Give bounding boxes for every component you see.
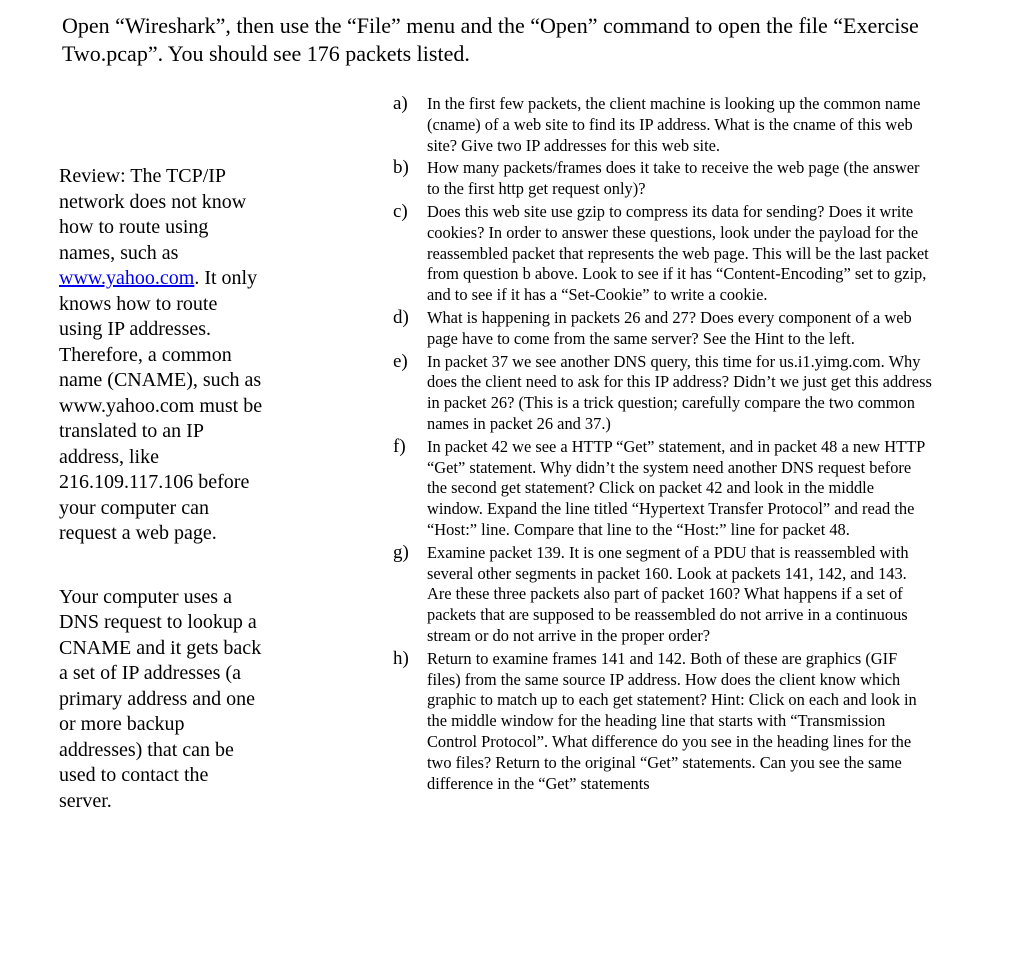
question-letter: d) — [393, 306, 409, 328]
question-text: In the first few packets, the client machine is looking up the common name (cname) of a web site to find its IP address. What is the cname of this web site? Give two IP addresses for this web site. — [427, 94, 921, 155]
question-item — [393, 158, 933, 200]
question-text: How many packets/frames does it take to receive the web page (the answer to the first http get request only)? — [427, 158, 920, 199]
question-item — [393, 649, 933, 795]
question-text: In packet 42 we see a HTTP “Get” statement, and in packet 48 a new HTTP “Get” statement. Why didn’t the system need another DNS request before the second get statement? Click on packet 42 and look in the middle window. Expand the line titled “Hypertext Transfer Protocol” and read the “Host:” line. Compare that line to the “Host:” line for packet 48. — [427, 436, 925, 539]
intro-paragraph: Open “Wireshark”, then use the “File” menu and the “Open” command to open the file “Exercise Two.pcap”. You should see 176 packets listed. — [62, 13, 919, 66]
yahoo-link[interactable]: www.yahoo.com — [59, 267, 195, 289]
question-item — [393, 437, 933, 541]
question-item — [393, 308, 933, 350]
dns-paragraph: Your computer uses a DNS request to lookup a CNAME and it gets back a set of IP addresses (a primary address and one or more backup addresses) that can be used to contact the server. — [59, 585, 262, 812]
question-letter: e) — [393, 350, 408, 372]
question-item — [393, 94, 933, 156]
question-letter: b) — [393, 157, 409, 179]
question-text: Does this web site use gzip to compress its data for sending? Does it write cookies? In order to answer these questions, look under the payload for the reassembled packet that represents the web page. This will be the last packet from question b above. Look to see if it has “Content-Encoding” set to gzip, and to see if it has a “Set-Cookie” to write a cookie. — [427, 201, 929, 305]
question-text: In packet 37 we see another DNS query, this time for us.i1.yimg.com. Why does the client need to ask for this IP address? Didn’t we just get this address in packet 26? (This is a trick question; carefully compare the two common names in packet 26 and 37.) — [427, 351, 932, 433]
question-text: What is happening in packets 26 and 27? Does every component of a web page have to come from the same server? See the Hint to the left. — [427, 307, 912, 348]
question-item — [393, 543, 933, 647]
review-paragraph — [59, 164, 264, 547]
review-text-end: . It only knows how to route using IP addresses. Therefore, a common name (CNAME), such as www.yahoo.com must be translated to an IP address, like 216.109.117.106 before your computer can request a web page. — [59, 267, 263, 544]
question-letter: f) — [393, 435, 406, 457]
question-letter: h) — [393, 647, 409, 669]
question-item — [393, 352, 933, 435]
question-letter: g) — [393, 541, 409, 563]
question-list — [393, 94, 933, 796]
question-letter: a) — [393, 93, 408, 114]
question-text: Examine packet 139. It is one segment of a PDU that is reassembled with several other segments in packet 160. Look at packets 141, 142, and 143. Are these three packets also part of packet 160? What happens if a set of packets that are supposed to be reassembled do not arrive in a continuous stream or do not arrive in the proper order? — [427, 542, 909, 645]
question-text: Return to examine frames 141 and 142. Both of these are graphics (GIF files) from the same source IP address. How does the client know which graphic to match up to each get statement? Hint: Click on each and look in the middle window for the heading line that starts with “Transmission Control Protocol”. What difference do you see in the heading lines for the two files? Return to the original “Get” statements. Can you see the same difference in the “Get” statements — [427, 648, 917, 793]
question-item — [393, 202, 933, 306]
review-text-start: Review: The TCP/IP network does not know how to route using names, such as — [59, 165, 247, 264]
paragraph-gap — [59, 547, 264, 585]
question-letter: c) — [393, 200, 408, 222]
review-sidebar — [59, 164, 264, 814]
